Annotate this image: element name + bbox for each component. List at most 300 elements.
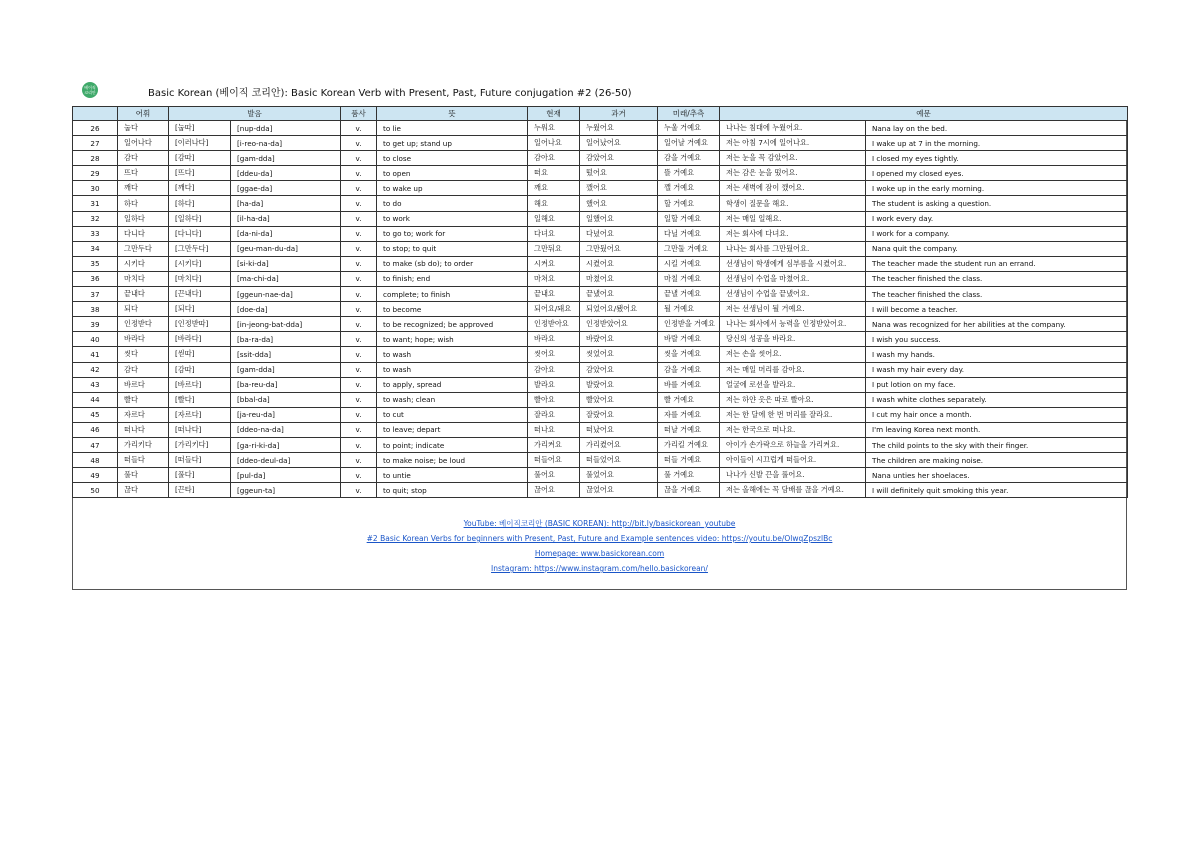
pronunciation-roman-cell: [da-ni-da]: [231, 226, 341, 241]
example-korean-cell: 선생님이 수업을 끝냈어요.: [720, 287, 866, 302]
word-cell: 빨다: [118, 392, 169, 407]
part-of-speech-cell: v.: [341, 468, 377, 483]
word-cell: 가리키다: [118, 437, 169, 452]
links-block: [72, 516, 1127, 576]
table-row: [73, 181, 1128, 196]
past-cell: 깼어요: [580, 181, 658, 196]
part-of-speech-cell: v.: [341, 211, 377, 226]
example-korean-cell: 저는 하얀 옷은 따로 빨아요.: [720, 392, 866, 407]
past-cell: 감았어요: [580, 151, 658, 166]
pronunciation-hangul-cell: [일하다]: [169, 211, 231, 226]
table-row: [73, 347, 1128, 362]
example-english-cell: I put lotion on my face.: [866, 377, 1128, 392]
table-row: [73, 226, 1128, 241]
part-of-speech-cell: v.: [341, 136, 377, 151]
example-korean-cell: 저는 한 달에 한 번 머리를 잘라요.: [720, 407, 866, 422]
col-example: 예문: [720, 107, 1128, 121]
future-cell: 일어날 거예요: [658, 136, 720, 151]
present-cell: 시켜요: [528, 256, 580, 271]
instagram-link[interactable]: Instagram: https://www.instagram.com/hello.basickorean/: [491, 564, 708, 573]
example-korean-cell: 선생님이 수업을 마쳤어요.: [720, 271, 866, 286]
table-row: [73, 453, 1128, 468]
present-cell: 감아요: [528, 362, 580, 377]
table-body: [73, 121, 1128, 498]
example-korean-cell: 나나는 회사를 그만뒀어요.: [720, 241, 866, 256]
header-row: [73, 107, 1128, 121]
table-row: [73, 468, 1128, 483]
table-row: [73, 271, 1128, 286]
present-cell: 감아요: [528, 151, 580, 166]
future-cell: 씻을 거예요: [658, 347, 720, 362]
pronunciation-hangul-cell: [가리키다]: [169, 437, 231, 452]
table-row: [73, 136, 1128, 151]
number-cell: 31: [73, 196, 118, 211]
pronunciation-hangul-cell: [되다]: [169, 302, 231, 317]
meaning-cell: to wash: [377, 362, 528, 377]
past-cell: 씻었어요: [580, 347, 658, 362]
part-of-speech-cell: v.: [341, 226, 377, 241]
logo: [82, 82, 98, 98]
word-cell: 일어나다: [118, 136, 169, 151]
col-future: 미래/추측: [658, 107, 720, 121]
word-cell: 끊다: [118, 483, 169, 498]
word-cell: 시키다: [118, 256, 169, 271]
example-english-cell: I opened my closed eyes.: [866, 166, 1128, 181]
meaning-cell: to make noise; be loud: [377, 453, 528, 468]
past-cell: 감았어요: [580, 362, 658, 377]
word-cell: 자르다: [118, 407, 169, 422]
example-english-cell: Nana was recognized for her abilities at the company.: [866, 317, 1128, 332]
number-cell: 28: [73, 151, 118, 166]
future-cell: 인정받을 거예요: [658, 317, 720, 332]
pronunciation-hangul-cell: [바라다]: [169, 332, 231, 347]
table-row: [73, 422, 1128, 437]
pronunciation-roman-cell: [gam-dda]: [231, 151, 341, 166]
meaning-cell: to untie: [377, 468, 528, 483]
example-korean-cell: 선생님이 학생에게 심부름을 시켰어요.: [720, 256, 866, 271]
meaning-cell: to wake up: [377, 181, 528, 196]
pronunciation-roman-cell: [ha-da]: [231, 196, 341, 211]
number-cell: 49: [73, 468, 118, 483]
future-cell: 마칠 거예요: [658, 271, 720, 286]
number-cell: 32: [73, 211, 118, 226]
pronunciation-hangul-cell: [자르다]: [169, 407, 231, 422]
pronunciation-hangul-cell: [감따]: [169, 362, 231, 377]
word-cell: 떠들다: [118, 453, 169, 468]
example-english-cell: I'm leaving Korea next month.: [866, 422, 1128, 437]
future-cell: 떠날 거예요: [658, 422, 720, 437]
past-cell: 일했어요: [580, 211, 658, 226]
number-cell: 45: [73, 407, 118, 422]
past-cell: 풀었어요: [580, 468, 658, 483]
meaning-cell: to open: [377, 166, 528, 181]
meaning-cell: to leave; depart: [377, 422, 528, 437]
part-of-speech-cell: v.: [341, 181, 377, 196]
pronunciation-roman-cell: [in-jeong-bat-dda]: [231, 317, 341, 332]
example-korean-cell: 당신의 성공을 바라요.: [720, 332, 866, 347]
future-cell: 감을 거예요: [658, 362, 720, 377]
past-cell: 떠들었어요: [580, 453, 658, 468]
table-row: [73, 196, 1128, 211]
meaning-cell: to finish; end: [377, 271, 528, 286]
col-meaning: 뜻: [377, 107, 528, 121]
meaning-cell: to become: [377, 302, 528, 317]
table-row: [73, 377, 1128, 392]
present-cell: 누워요: [528, 121, 580, 136]
example-korean-cell: 저는 선생님이 될 거예요.: [720, 302, 866, 317]
pronunciation-roman-cell: [geu-man-du-da]: [231, 241, 341, 256]
number-cell: 50: [73, 483, 118, 498]
meaning-cell: to cut: [377, 407, 528, 422]
present-cell: 해요: [528, 196, 580, 211]
future-cell: 빨 거예요: [658, 392, 720, 407]
present-cell: 인정받아요: [528, 317, 580, 332]
past-cell: 누웠어요: [580, 121, 658, 136]
present-cell: 떠들어요: [528, 453, 580, 468]
example-korean-cell: 나나는 회사에서 능력을 인정받았어요.: [720, 317, 866, 332]
pronunciation-roman-cell: [ddeo-na-da]: [231, 422, 341, 437]
example-english-cell: I wish you success.: [866, 332, 1128, 347]
example-english-cell: I will definitely quit smoking this year.: [866, 483, 1128, 498]
part-of-speech-cell: v.: [341, 407, 377, 422]
meaning-cell: complete; to finish: [377, 287, 528, 302]
pronunciation-roman-cell: [ba-reu-da]: [231, 377, 341, 392]
word-cell: 그만두다: [118, 241, 169, 256]
part-of-speech-cell: v.: [341, 317, 377, 332]
example-korean-cell: 아이가 손가락으로 하늘을 가리켜요.: [720, 437, 866, 452]
present-cell: 바라요: [528, 332, 580, 347]
pronunciation-hangul-cell: [감따]: [169, 151, 231, 166]
number-cell: 44: [73, 392, 118, 407]
meaning-cell: to lie: [377, 121, 528, 136]
pronunciation-roman-cell: [il-ha-da]: [231, 211, 341, 226]
example-korean-cell: 아이들이 시끄럽게 떠들어요.: [720, 453, 866, 468]
homepage-link[interactable]: Homepage: www.basickorean.com: [534, 549, 665, 558]
pronunciation-hangul-cell: [하다]: [169, 196, 231, 211]
pronunciation-hangul-cell: [뜨다]: [169, 166, 231, 181]
meaning-cell: to quit; stop: [377, 483, 528, 498]
table-row: [73, 392, 1128, 407]
example-korean-cell: 저는 회사에 다녀요.: [720, 226, 866, 241]
table-row: [73, 151, 1128, 166]
pronunciation-roman-cell: [i-reo-na-da]: [231, 136, 341, 151]
pronunciation-hangul-cell: [끈타]: [169, 483, 231, 498]
col-word: 어휘: [118, 107, 169, 121]
example-korean-cell: 나나가 신발 끈을 풀어요.: [720, 468, 866, 483]
part-of-speech-cell: v.: [341, 302, 377, 317]
example-korean-cell: 저는 아침 7시에 일어나요.: [720, 136, 866, 151]
part-of-speech-cell: v.: [341, 271, 377, 286]
present-cell: 되어요/돼요: [528, 302, 580, 317]
pronunciation-roman-cell: [gam-dda]: [231, 362, 341, 377]
past-cell: 끝냈어요: [580, 287, 658, 302]
part-of-speech-cell: v.: [341, 241, 377, 256]
number-cell: 30: [73, 181, 118, 196]
past-cell: 인정받았어요: [580, 317, 658, 332]
number-cell: 34: [73, 241, 118, 256]
number-cell: 38: [73, 302, 118, 317]
future-cell: 다닐 거예요: [658, 226, 720, 241]
table-row: [73, 407, 1128, 422]
word-cell: 끝내다: [118, 287, 169, 302]
pronunciation-roman-cell: [ja-reu-da]: [231, 407, 341, 422]
table-row: [73, 166, 1128, 181]
pronunciation-hangul-cell: [바르다]: [169, 377, 231, 392]
example-english-cell: The student is asking a question.: [866, 196, 1128, 211]
pronunciation-hangul-cell: [그만두다]: [169, 241, 231, 256]
past-cell: 했어요: [580, 196, 658, 211]
example-english-cell: I woke up in the early morning.: [866, 181, 1128, 196]
past-cell: 발랐어요: [580, 377, 658, 392]
word-cell: 감다: [118, 151, 169, 166]
pronunciation-roman-cell: [si-ki-da]: [231, 256, 341, 271]
number-cell: 48: [73, 453, 118, 468]
pronunciation-hangul-cell: [시키다]: [169, 256, 231, 271]
video-link[interactable]: #2 Basic Korean Verbs for beginners with Present, Past, Future and Example sentences video: https://youtu.be/OlwqZpszlBc: [366, 534, 833, 543]
future-cell: 끊을 거예요: [658, 483, 720, 498]
future-cell: 누울 거예요: [658, 121, 720, 136]
word-cell: 풀다: [118, 468, 169, 483]
word-cell: 눕다: [118, 121, 169, 136]
part-of-speech-cell: v.: [341, 151, 377, 166]
meaning-cell: to go to; work for: [377, 226, 528, 241]
example-english-cell: I cut my hair once a month.: [866, 407, 1128, 422]
example-english-cell: I work for a company.: [866, 226, 1128, 241]
pronunciation-roman-cell: [nup-dda]: [231, 121, 341, 136]
vocab-table: [72, 106, 1128, 498]
col-number: [73, 107, 118, 121]
future-cell: 될 거예요: [658, 302, 720, 317]
meaning-cell: to be recognized; be approved: [377, 317, 528, 332]
present-cell: 떠요: [528, 166, 580, 181]
pronunciation-hangul-cell: [깨다]: [169, 181, 231, 196]
table-row: [73, 437, 1128, 452]
meaning-cell: to point; indicate: [377, 437, 528, 452]
number-cell: 39: [73, 317, 118, 332]
number-cell: 41: [73, 347, 118, 362]
meaning-cell: to do: [377, 196, 528, 211]
table-row: [73, 332, 1128, 347]
table-row: [73, 483, 1128, 498]
example-korean-cell: 저는 손을 씻어요.: [720, 347, 866, 362]
part-of-speech-cell: v.: [341, 362, 377, 377]
example-korean-cell: 저는 올해에는 꼭 담배를 끊을 거예요.: [720, 483, 866, 498]
example-english-cell: I will become a teacher.: [866, 302, 1128, 317]
future-cell: 자를 거예요: [658, 407, 720, 422]
pronunciation-hangul-cell: [인정받따]: [169, 317, 231, 332]
past-cell: 떠났어요: [580, 422, 658, 437]
pronunciation-roman-cell: [ga-ri-ki-da]: [231, 437, 341, 452]
table-row: [73, 317, 1128, 332]
example-korean-cell: 저는 한국으로 떠나요.: [720, 422, 866, 437]
example-korean-cell: 저는 새벽에 잠이 깼어요.: [720, 181, 866, 196]
present-cell: 잘라요: [528, 407, 580, 422]
example-english-cell: The teacher made the student run an errand.: [866, 256, 1128, 271]
word-cell: 바르다: [118, 377, 169, 392]
example-english-cell: The teacher finished the class.: [866, 271, 1128, 286]
example-english-cell: Nana unties her shoelaces.: [866, 468, 1128, 483]
table-row: [73, 287, 1128, 302]
number-cell: 40: [73, 332, 118, 347]
future-cell: 바를 거예요: [658, 377, 720, 392]
future-cell: 바랄 거예요: [658, 332, 720, 347]
past-cell: 가리켰어요: [580, 437, 658, 452]
example-english-cell: Nana quit the company.: [866, 241, 1128, 256]
table-row: [73, 256, 1128, 271]
part-of-speech-cell: v.: [341, 377, 377, 392]
word-cell: 다니다: [118, 226, 169, 241]
example-korean-cell: 얼굴에 로션을 발라요.: [720, 377, 866, 392]
table-row: [73, 211, 1128, 226]
example-english-cell: I wash white clothes separately.: [866, 392, 1128, 407]
pronunciation-roman-cell: [ddeo-deul-da]: [231, 453, 341, 468]
table-row: [73, 121, 1128, 136]
table-row: [73, 241, 1128, 256]
meaning-cell: to close: [377, 151, 528, 166]
pronunciation-hangul-cell: [풀다]: [169, 468, 231, 483]
number-cell: 26: [73, 121, 118, 136]
meaning-cell: to work: [377, 211, 528, 226]
number-cell: 36: [73, 271, 118, 286]
example-korean-cell: 나나는 침대에 누웠어요.: [720, 121, 866, 136]
pronunciation-hangul-cell: [떠나다]: [169, 422, 231, 437]
number-cell: 42: [73, 362, 118, 377]
number-cell: 37: [73, 287, 118, 302]
pronunciation-hangul-cell: [마치다]: [169, 271, 231, 286]
word-cell: 인정받다: [118, 317, 169, 332]
present-cell: 가리켜요: [528, 437, 580, 452]
number-cell: 35: [73, 256, 118, 271]
pronunciation-roman-cell: [ggeun-ta]: [231, 483, 341, 498]
present-cell: 떠나요: [528, 422, 580, 437]
word-cell: 일하다: [118, 211, 169, 226]
part-of-speech-cell: v.: [341, 422, 377, 437]
col-present: 현재: [528, 107, 580, 121]
example-korean-cell: 저는 매일 일해요.: [720, 211, 866, 226]
past-cell: 되었어요/됐어요: [580, 302, 658, 317]
part-of-speech-cell: v.: [341, 437, 377, 452]
part-of-speech-cell: v.: [341, 332, 377, 347]
pronunciation-hangul-cell: [이러나다]: [169, 136, 231, 151]
part-of-speech-cell: v.: [341, 483, 377, 498]
future-cell: 가리킬 거예요: [658, 437, 720, 452]
example-english-cell: I work every day.: [866, 211, 1128, 226]
example-english-cell: I closed my eyes tightly.: [866, 151, 1128, 166]
past-cell: 떴어요: [580, 166, 658, 181]
future-cell: 끝낼 거예요: [658, 287, 720, 302]
pronunciation-hangul-cell: [끈내다]: [169, 287, 231, 302]
past-cell: 다녔어요: [580, 226, 658, 241]
meaning-cell: to make (sb do); to order: [377, 256, 528, 271]
meaning-cell: to stop; to quit: [377, 241, 528, 256]
part-of-speech-cell: v.: [341, 287, 377, 302]
pronunciation-roman-cell: [ba-ra-da]: [231, 332, 341, 347]
part-of-speech-cell: v.: [341, 166, 377, 181]
logo-text: 베이직 코리안: [84, 85, 96, 95]
example-korean-cell: 저는 눈을 꼭 감았어요.: [720, 151, 866, 166]
col-pronunciation: 발음: [169, 107, 341, 121]
number-cell: 27: [73, 136, 118, 151]
page-title: Basic Korean (베이직 코리안): Basic Korean Verb with Present, Past, Future conjugation #2 (26-50): [148, 88, 632, 99]
word-cell: 감다: [118, 362, 169, 377]
past-cell: 일어났어요: [580, 136, 658, 151]
part-of-speech-cell: v.: [341, 196, 377, 211]
word-cell: 바라다: [118, 332, 169, 347]
col-part-of-speech: 품사: [341, 107, 377, 121]
present-cell: 발라요: [528, 377, 580, 392]
word-cell: 씻다: [118, 347, 169, 362]
meaning-cell: to wash; clean: [377, 392, 528, 407]
present-cell: 일해요: [528, 211, 580, 226]
present-cell: 다녀요: [528, 226, 580, 241]
past-cell: 마쳤어요: [580, 271, 658, 286]
word-cell: 떠나다: [118, 422, 169, 437]
part-of-speech-cell: v.: [341, 392, 377, 407]
meaning-cell: to apply, spread: [377, 377, 528, 392]
number-cell: 29: [73, 166, 118, 181]
past-cell: 잘랐어요: [580, 407, 658, 422]
future-cell: 일할 거예요: [658, 211, 720, 226]
present-cell: 풀어요: [528, 468, 580, 483]
number-cell: 47: [73, 437, 118, 452]
example-english-cell: Nana lay on the bed.: [866, 121, 1128, 136]
pronunciation-roman-cell: [ggeun-nae-da]: [231, 287, 341, 302]
pronunciation-hangul-cell: [눕따]: [169, 121, 231, 136]
pronunciation-hangul-cell: [다니다]: [169, 226, 231, 241]
word-cell: 마치다: [118, 271, 169, 286]
part-of-speech-cell: v.: [341, 256, 377, 271]
youtube-link[interactable]: YouTube: 베이직코리안 (BASIC KOREAN): http://bit.ly/basickorean_youtube: [463, 519, 736, 528]
pronunciation-roman-cell: [ma-chi-da]: [231, 271, 341, 286]
table-row: [73, 302, 1128, 317]
present-cell: 그만둬요: [528, 241, 580, 256]
future-cell: 풀 거예요: [658, 468, 720, 483]
present-cell: 끝내요: [528, 287, 580, 302]
present-cell: 마쳐요: [528, 271, 580, 286]
past-cell: 그만뒀어요: [580, 241, 658, 256]
example-english-cell: The teacher finished the class.: [866, 287, 1128, 302]
part-of-speech-cell: v.: [341, 347, 377, 362]
pronunciation-roman-cell: [bbal-da]: [231, 392, 341, 407]
number-cell: 33: [73, 226, 118, 241]
past-cell: 끊었어요: [580, 483, 658, 498]
number-cell: 46: [73, 422, 118, 437]
future-cell: 시킬 거예요: [658, 256, 720, 271]
word-cell: 하다: [118, 196, 169, 211]
word-cell: 깨다: [118, 181, 169, 196]
present-cell: 씻어요: [528, 347, 580, 362]
future-cell: 뜰 거예요: [658, 166, 720, 181]
pronunciation-hangul-cell: [떠들다]: [169, 453, 231, 468]
future-cell: 감을 거예요: [658, 151, 720, 166]
pronunciation-roman-cell: [doe-da]: [231, 302, 341, 317]
example-korean-cell: 저는 감은 눈을 떴어요.: [720, 166, 866, 181]
example-english-cell: I wash my hair every day.: [866, 362, 1128, 377]
pronunciation-roman-cell: [ggae-da]: [231, 181, 341, 196]
part-of-speech-cell: v.: [341, 453, 377, 468]
past-cell: 바랐어요: [580, 332, 658, 347]
pronunciation-hangul-cell: [씯따]: [169, 347, 231, 362]
col-past: 과거: [580, 107, 658, 121]
meaning-cell: to wash: [377, 347, 528, 362]
pronunciation-hangul-cell: [빨다]: [169, 392, 231, 407]
past-cell: 빨았어요: [580, 392, 658, 407]
example-english-cell: I wake up at 7 in the morning.: [866, 136, 1128, 151]
meaning-cell: to get up; stand up: [377, 136, 528, 151]
example-english-cell: I wash my hands.: [866, 347, 1128, 362]
present-cell: 깨요: [528, 181, 580, 196]
present-cell: 빨아요: [528, 392, 580, 407]
